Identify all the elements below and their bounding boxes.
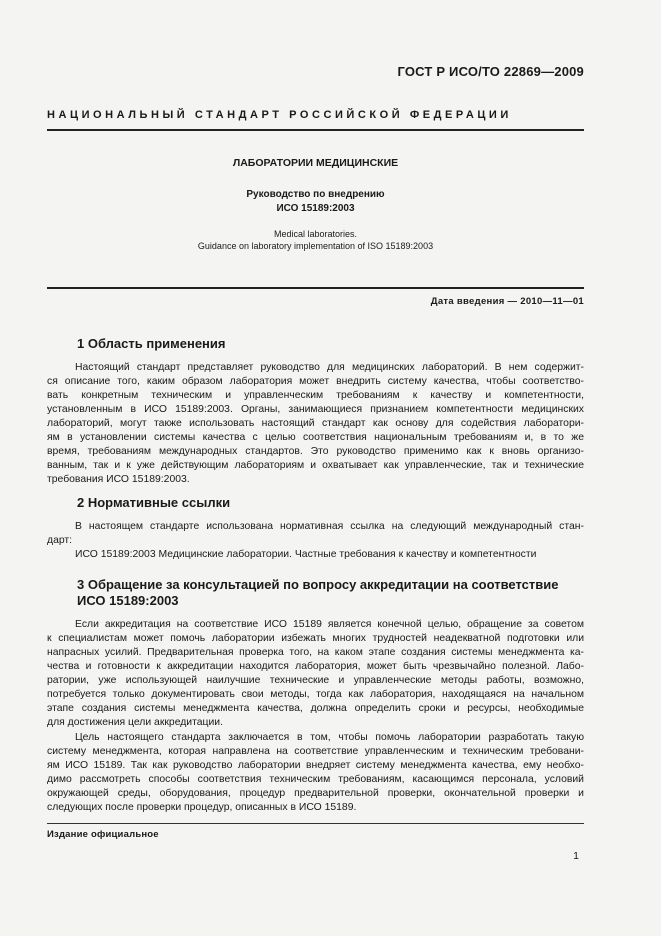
text-line: к специалистам может помочь лаборатории избежать многих трудностей неадекватной подготовки или	[47, 633, 584, 644]
text-line: окружающей среды, оборудования, процедур предварительной проверки, окончательной проверки и	[47, 788, 584, 799]
text-line: ям ИСО 15189. Так как руководство лаборатории внедряет систему менеджмента качества, ему необхо-	[47, 760, 584, 771]
document-title: ЛАБОРАТОРИИ МЕДИЦИНСКИЕ	[232, 157, 399, 169]
section-2-body	[47, 520, 584, 562]
footer-divider	[47, 823, 584, 824]
text-line: установленным в ИСО 15189:2003. Органы, занимающиеся признанием компетентности медицинских	[47, 404, 584, 415]
section-3-heading	[77, 577, 597, 609]
section-3-heading-line-1: 3 Обращение за консультацией по вопросу аккредитации на соответствие	[77, 577, 559, 592]
text-line: вать конкретным техническим и управленческим требованиям к качеству и компетентности,	[47, 390, 584, 401]
page-number: 1	[573, 850, 579, 862]
text-line: следующих после проверки процедур, описанных в ИСО 15189.	[47, 802, 357, 813]
text-line: лабораторий, могут также использовать настоящий стандарт как основу для содействия лаборатори-	[47, 418, 584, 429]
section-3-paragraph-2	[47, 731, 584, 815]
text-line: время, требованиям международных стандартов. Это руководство применимо как к вновь организо-	[47, 446, 584, 457]
section-3-heading-line-2: ИСО 15189:2003	[77, 593, 179, 608]
text-line: Настоящий стандарт представляет руководство для медицинских лабораторий. В нем содержит-	[75, 362, 584, 373]
section-3-paragraph-1	[47, 618, 584, 730]
top-divider	[47, 129, 584, 131]
text-line: напрасных усилий. Предварительная проверка того, на каком этапе создания системы менеджмента ка-	[47, 647, 584, 658]
national-standard-banner: НАЦИОНАЛЬНЫЙ СТАНДАРТ РОССИЙСКОЙ ФЕДЕРАЦИИ	[47, 109, 512, 121]
english-title	[47, 228, 584, 252]
text-line: ванным, так и к уже действующим лабораториям и охватывает как управленческие, так и технические	[47, 460, 584, 471]
document-subtitle	[47, 188, 584, 216]
text-line: требования ИСО 15189:2003.	[47, 474, 190, 485]
section-1-heading: 1 Область применения	[77, 336, 226, 351]
text-line: Если аккредитация на соответствие ИСО 15189 является конечной целью, обращение за советом	[75, 619, 584, 630]
document-code: ГОСТ Р ИСО/ТО 22869—2009	[397, 64, 584, 79]
text-line: систему менеджмента, которая направлена на соответствие управленческим и техническим требовани-	[47, 746, 584, 757]
text-line: для достижения цели аккредитации.	[47, 717, 223, 728]
text-line: ся описание того, каким образом лаборатория может внедрить систему качества, чтобы соответство-	[47, 376, 584, 387]
section-2-heading: 2 Нормативные ссылки	[77, 495, 231, 510]
introduction-date: Дата введения — 2010—11—01	[430, 296, 584, 307]
subtitle-line-1: Руководство по внедрению	[246, 189, 385, 200]
text-line: потребуется только документировать свои методы, тогда как лаборатория, находящаяся на начальном	[47, 689, 584, 700]
text-line: чества и готовности к аккредитации находится лаборатория, может быть чрезвычайно полезной. Лабо-	[47, 661, 584, 672]
reference-line: ИСО 15189:2003 Медицинские лаборатории. Частные требования к качеству и компетентности	[75, 549, 537, 560]
text-line: ратории, уже использующей наилучшие технические и управленческие методы работы, возможно,	[47, 675, 584, 686]
section-1-body	[47, 361, 584, 487]
text-line: дарт:	[47, 535, 73, 546]
text-line: Цель настоящего стандарта заключается в том, чтобы помочь лаборатории разработать такую	[75, 732, 584, 743]
text-line: этапе создания системы менеджмента качества, должна определить сроки и ресурсы, необходимые	[47, 703, 584, 714]
text-line: ям в установлении системы качества с целью соответствия национальным требованиям и, в то же	[47, 432, 584, 443]
english-title-line-1: Medical laboratories.	[273, 229, 358, 239]
edition-note: Издание официальное	[47, 829, 159, 840]
subtitle-line-2: ИСО 15189:2003	[276, 203, 355, 214]
text-line: В настоящем стандарте использована нормативная ссылка на следующий международный стан-	[75, 521, 584, 532]
middle-divider	[47, 287, 584, 289]
english-title-line-2: Guidance on laboratory implementation of ISO 15189:2003	[197, 241, 434, 251]
text-line: димо рассмотреть способы соответствия техническим требованиям, касающимся персонала, условий	[47, 774, 584, 785]
